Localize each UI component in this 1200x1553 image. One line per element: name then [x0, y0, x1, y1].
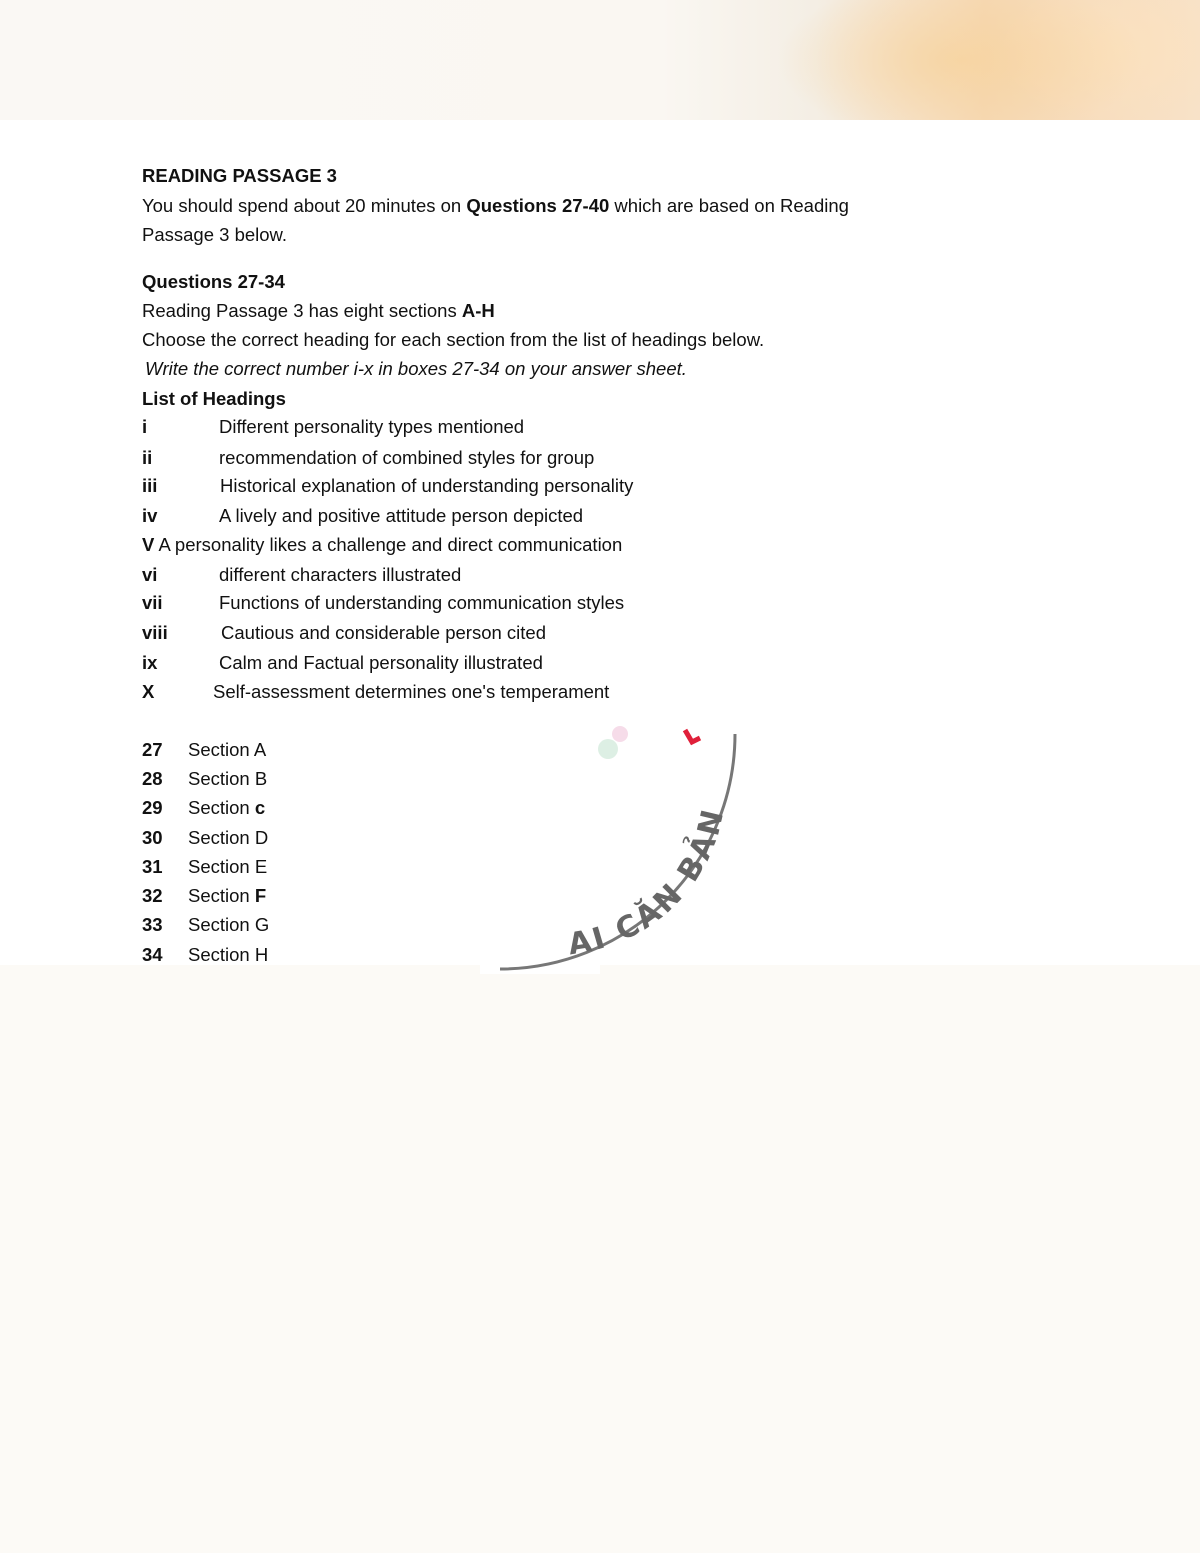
heading-number: V: [142, 534, 155, 555]
question-number: 31: [142, 856, 163, 877]
section-label: [188, 738, 266, 762]
heading-text: Different personality types mentioned: [219, 416, 525, 437]
instruction-line-3: Write the correct number i-x in boxes 27-34 on your answer sheet.: [145, 358, 687, 379]
sections-range: A-H: [461, 300, 495, 321]
intro-prefix: You should spend about 20 minutes on: [142, 195, 467, 216]
section-letter: D: [254, 827, 269, 848]
section-letter: c: [254, 797, 266, 818]
heading-text: Historical explanation of understanding personality: [220, 475, 634, 496]
heading-number: ix: [142, 652, 158, 673]
question-number: 32: [142, 885, 163, 906]
stamp-watermark: [480, 724, 750, 974]
passage-title: READING PASSAGE 3: [142, 165, 337, 186]
instruction-prefix: Reading Passage 3 has eight sections: [142, 300, 462, 321]
question-number: 30: [142, 827, 163, 848]
heading-number: iii: [142, 475, 158, 496]
question-number: 29: [142, 797, 163, 818]
section-word: Section: [188, 739, 254, 760]
section-word: Section: [188, 768, 255, 789]
heading-number: ii: [142, 447, 153, 468]
heading-number: vii: [142, 592, 163, 613]
intro-line-2: Passage 3 below.: [142, 224, 288, 245]
section-letter: E: [254, 856, 268, 877]
heading-number: vi: [142, 564, 158, 585]
section-label: [188, 884, 266, 908]
section-word: Section: [188, 914, 255, 935]
section-label: [188, 943, 268, 967]
heading-text: A personality likes a challenge and direct communication: [158, 534, 623, 555]
question-number: 34: [142, 944, 163, 965]
heading-number: iv: [142, 505, 158, 526]
stamp-color-dot: [598, 739, 618, 759]
section-word: Section: [188, 856, 255, 877]
stamp-color-dot: [612, 726, 628, 742]
heading-row-v: [142, 533, 622, 557]
questions-title: Questions 27-34: [142, 271, 285, 292]
heading-text: Calm and Factual personality illustrated: [219, 652, 543, 673]
question-number: 27: [142, 739, 163, 760]
stamp-accent-mark: [685, 730, 700, 742]
question-number: 28: [142, 768, 163, 789]
heading-text: different characters illustrated: [219, 564, 462, 585]
heading-number: viii: [142, 622, 168, 643]
heading-text: Cautious and considerable person cited: [221, 622, 546, 643]
heading-text: Functions of understanding communication styles: [219, 592, 625, 613]
section-label: [188, 913, 269, 937]
section-label: [188, 826, 268, 850]
stamp-text: AI CĂN BẢN: [565, 803, 732, 963]
heading-text: recommendation of combined styles for group: [219, 447, 595, 468]
heading-text: A lively and positive attitude person depicted: [219, 505, 584, 526]
intro-questions-range: Questions 27-40: [466, 195, 610, 216]
headings-title: List of Headings: [142, 388, 286, 409]
section-word: Section: [188, 797, 255, 818]
intro-suffix: which are based on Reading: [609, 195, 849, 216]
section-letter: A: [253, 739, 267, 760]
section-letter: F: [254, 885, 267, 906]
section-letter: B: [254, 768, 268, 789]
heading-number: i: [142, 416, 148, 437]
instruction-line-2: Choose the correct heading for each section from the list of headings below.: [142, 329, 765, 350]
question-number: 33: [142, 914, 163, 935]
section-label: [188, 855, 267, 879]
section-word: Section: [188, 885, 255, 906]
section-label: [188, 767, 267, 791]
intro-line: [142, 194, 849, 218]
section-word: Section: [188, 944, 255, 965]
section-word: Section: [188, 827, 255, 848]
section-letter: G: [254, 914, 270, 935]
heading-text: Self-assessment determines one's temperament: [213, 681, 610, 702]
instruction-line-1: [142, 299, 495, 323]
section-letter: H: [254, 944, 269, 965]
section-label: [188, 796, 265, 820]
heading-number: X: [142, 681, 155, 702]
